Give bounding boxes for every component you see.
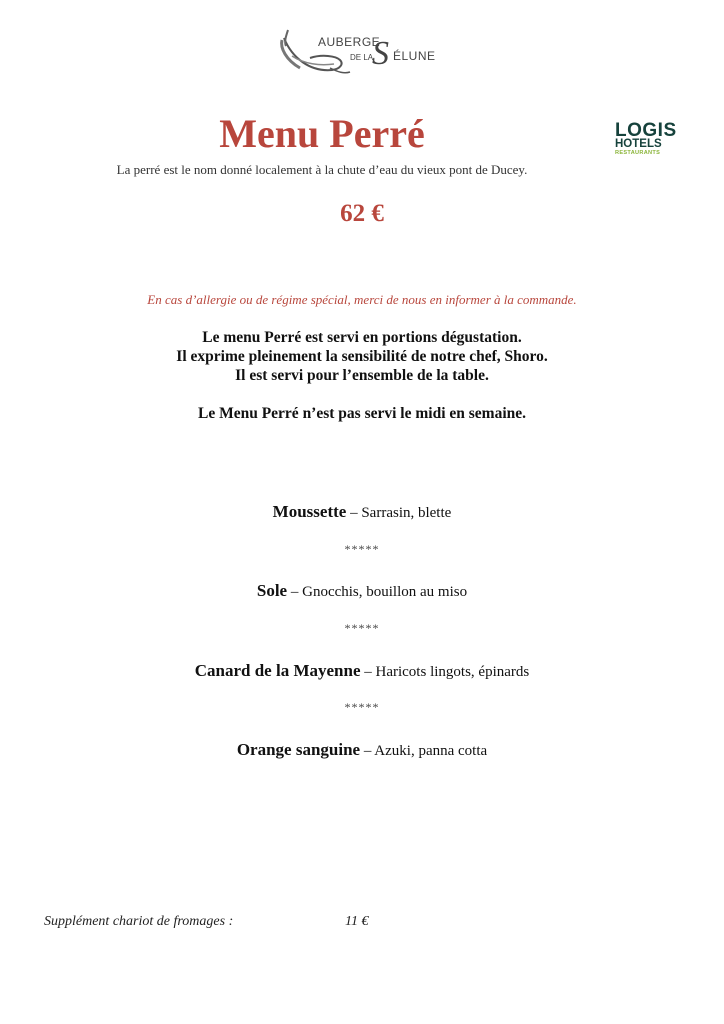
supplement-price: 11 €: [345, 914, 369, 929]
dish-name: Canard de la Mayenne: [194, 661, 361, 680]
info-line: Le menu Perré est servi en portions dégustation.: [202, 329, 522, 346]
svg-text:AUBERGE: AUBERGE: [318, 35, 381, 49]
dish-name: Sole: [256, 581, 288, 600]
dish-desc: – Sarrasin, blette: [346, 505, 452, 521]
logis-line3: RESTAURANTS: [615, 150, 661, 156]
dish-separator: *****: [344, 700, 380, 714]
info-line: Il est servi pour l’ensemble de la table.: [235, 367, 489, 384]
menu-subtitle: La perré est le nom donné localement à la chute d’eau du vieux pont de Ducey.: [116, 162, 528, 177]
dish-item: [0, 661, 724, 681]
dish-desc: – Azuki, panna cotta: [360, 743, 488, 759]
dish-item: [0, 740, 724, 760]
auberge-logo: [270, 20, 460, 80]
dish-item: [0, 502, 724, 522]
menu-title: Menu Perré: [219, 111, 425, 156]
svg-text:DE LA: DE LA: [350, 53, 374, 62]
dish-name: Orange sanguine: [236, 740, 361, 759]
fish-logo-icon: [270, 20, 460, 80]
allergy-note: En cas d’allergie ou de régime spécial, merci de nous en informer à la commande.: [147, 292, 577, 307]
logis-line1: LOGIS: [615, 120, 677, 141]
svg-text:ÉLUNE: ÉLUNE: [393, 49, 436, 63]
info-line: Le Menu Perré n’est pas servi le midi en semaine.: [197, 405, 527, 422]
dish-name: Moussette: [272, 502, 347, 521]
menu-price: 62 €: [340, 200, 384, 227]
dish-separator: *****: [344, 621, 380, 635]
dish-item: [0, 581, 724, 601]
dish-desc: – Gnocchis, bouillon au miso: [287, 584, 468, 600]
dish-desc: – Haricots lingots, épinards: [360, 664, 530, 680]
logis-line2: HOTELS: [615, 138, 662, 150]
supplement-label: Supplément chariot de fromages :: [44, 914, 234, 929]
svg-text:S: S: [372, 35, 389, 72]
dish-separator: *****: [344, 542, 380, 556]
info-line: Il exprime pleinement la sensibilité de notre chef, Shoro.: [176, 348, 548, 365]
